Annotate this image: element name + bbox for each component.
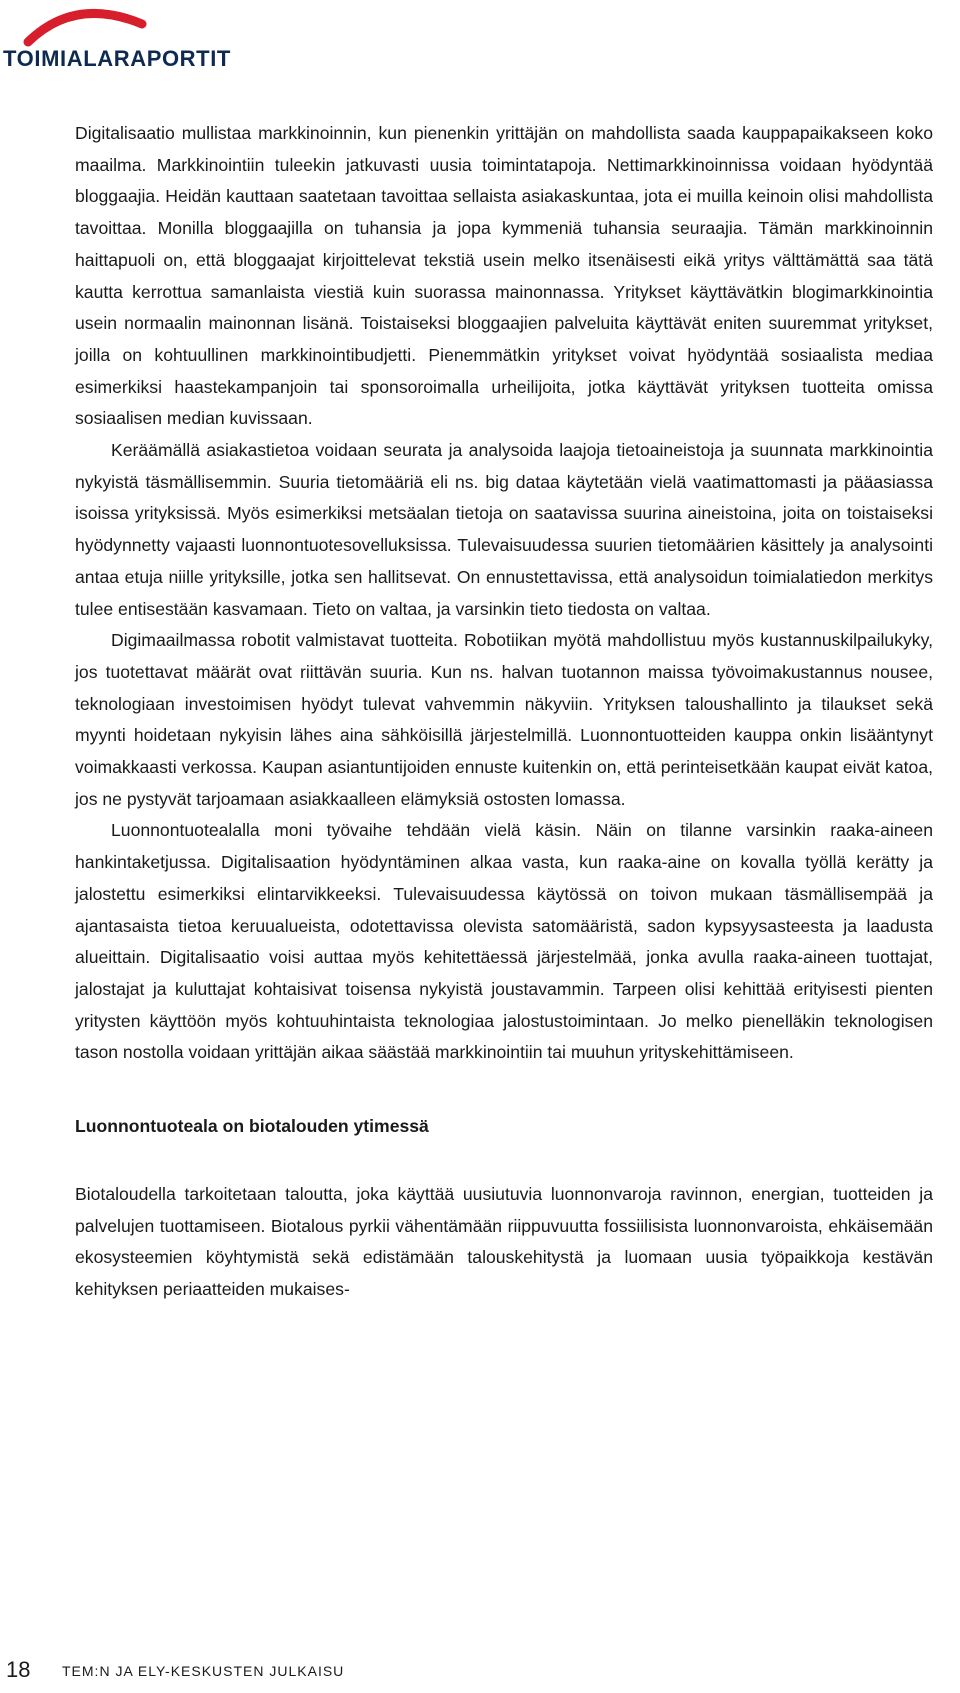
publication-logo <box>0 0 231 80</box>
paragraph: Luonnontuotealalla moni työvaihe tehdään vielä käsin. Näin on tilanne varsinkin raaka-aineen hankintaketjussa. Digitalisaation hyödyntäminen alkaa vasta, kun raaka-aine on kovalla työllä kerätty ja jalostettu esimerkiksi elintarvikkeeksi. Tulevaisuudessa käytössä on toivon mukaan täsmällisempää ja ajantasaista tietoa keruualueista, odotettavissa olevista satomääristä, sadon kypsyysasteesta ja laadusta alueittain. Digitalisaatio voisi auttaa myös kehitettäessä järjestelmää, jonka avulla raaka-aineen tuottajat, jalostajat ja kuluttajat kohtaisivat toisensa nykyistä joustavammin. Tarpeen olisi kehittää erityisesti pienten yritysten käyttöön myös kohtuuhintaista teknologiaa jalostustoimintaan. Jo melko pienelläkin teknologisen tason nostolla voidaan yrittäjän aikaa säästää markkinointiin tai muuhun yrityskehittämiseen. <box>75 820 933 1063</box>
paragraph: Keräämällä asiakastietoa voidaan seurata ja analysoida laajoja tietoaineistoja ja suunnata markkinointia nykyistä täsmällisemmin. Suuria tietomääriä eli ns. big dataa käytetään vielä vaatimattomasti ja pääasiassa isoissa yrityksissä. Myös esimerkiksi metsäalan tietoja on saatavissa suurina aineistoina, joita on toistaiseksi hyödynnetty vajaasti luonnontuotesovelluksissa. Tulevaisuudessa suurien tietomäärien käsittely ja analysointi antaa etuja niille yrityksille, jotka sen hallitsevat. On ennustettavissa, että analysoidun toimialatiedon merkitys tulee entisestään kasvamaan. Tieto on valtaa, ja varsinkin tieto tiedosta on valtaa. <box>75 440 933 619</box>
article-body <box>75 118 933 1306</box>
logo-text: TOIMIALARAPORTIT <box>3 46 231 71</box>
publication-label: TEM:N JA ELY-KESKUSTEN JULKAISU <box>62 1663 345 1679</box>
paragraph: Digitalisaatio mullistaa markkinoinnin, kun pienenkin yrittäjän on mahdollista saada kauppapaikakseen koko maailma. Markkinointiin tuleekin jatkuvasti uusia toimintatapoja. Nettimarkkinoinnissa voidaan hyödyntää bloggaajia. Heidän kauttaan saatetaan tavoittaa sellaista asiakaskuntaa, jota ei muilla keinoin olisi mahdollista tavoittaa. Monilla bloggaajilla on tuhansia ja jopa kymmeniä tuhansia seuraajia. Tämän markkinoinnin haittapuoli on, että bloggaajat kirjoittelevat tekstiä usein melko itsenäisesti eikä yritys välttämättä saa tätä kautta kerrottua samanlaista viestiä kuin suorassa mainonnassa. Yritykset käyttävätkin blogimarkkinointia usein normaalin mainonnan lisänä. Toistaiseksi bloggaajien palveluita käyttävät eniten suuremmat yritykset, joilla on kohtuullinen markkinointibudjetti. Pienemmätkin yritykset voivat hyödyntää sosiaalista mediaa esimerkiksi haastekampanjoin tai sponsoroimalla urheilijoita, jotka käyttävät yrityksen tuotteita omissa sosiaalisen median kuvissaan. <box>75 123 933 429</box>
page-number: 18 <box>6 1657 31 1682</box>
paragraph: Biotaloudella tarkoitetaan taloutta, joka käyttää uusiutuvia luonnonvaroja ravinnon, energian, tuotteiden ja palvelujen tuottamiseen. Biotalous pyrkii vähentämään riippuvuutta fossiilisista luonnonvaroista, ehkäisemään ekosysteemien köyhtymistä sekä edistämään talouskehitystä ja luomaan uusia työpaikkoja kestävän kehityksen periaatteiden mukaises- <box>75 1183 933 1299</box>
section-heading: Luonnontuoteala on biotalouden ytimessä <box>75 1116 429 1137</box>
paragraph: Digimaailmassa robotit valmistavat tuotteita. Robotiikan myötä mahdollistuu myös kustannuskilpailukyky, jos tuotettavat määrät ovat riittävän suuria. Kun ns. halvan tuotannon maissa työvoimakustannus nousee, teknologiaan investoimisen hyödyt tulevat vahvemmin näkyviin. Yrityksen taloushallinto ja tilaukset sekä myynti hoidetaan nykyisin lähes aina sähköisillä järjestelmillä. Luonnontuotteiden kauppa onkin lisääntynyt voimakkaasti verkossa. Kaupan asiantuntijoiden ennuste kuitenkin on, että perinteisetkään kaupat eivät katoa, jos ne pystyvät tarjoamaan asiakkaalleen elämyksiä ostosten lomassa. <box>75 630 933 809</box>
logo-arc-icon <box>20 2 150 50</box>
